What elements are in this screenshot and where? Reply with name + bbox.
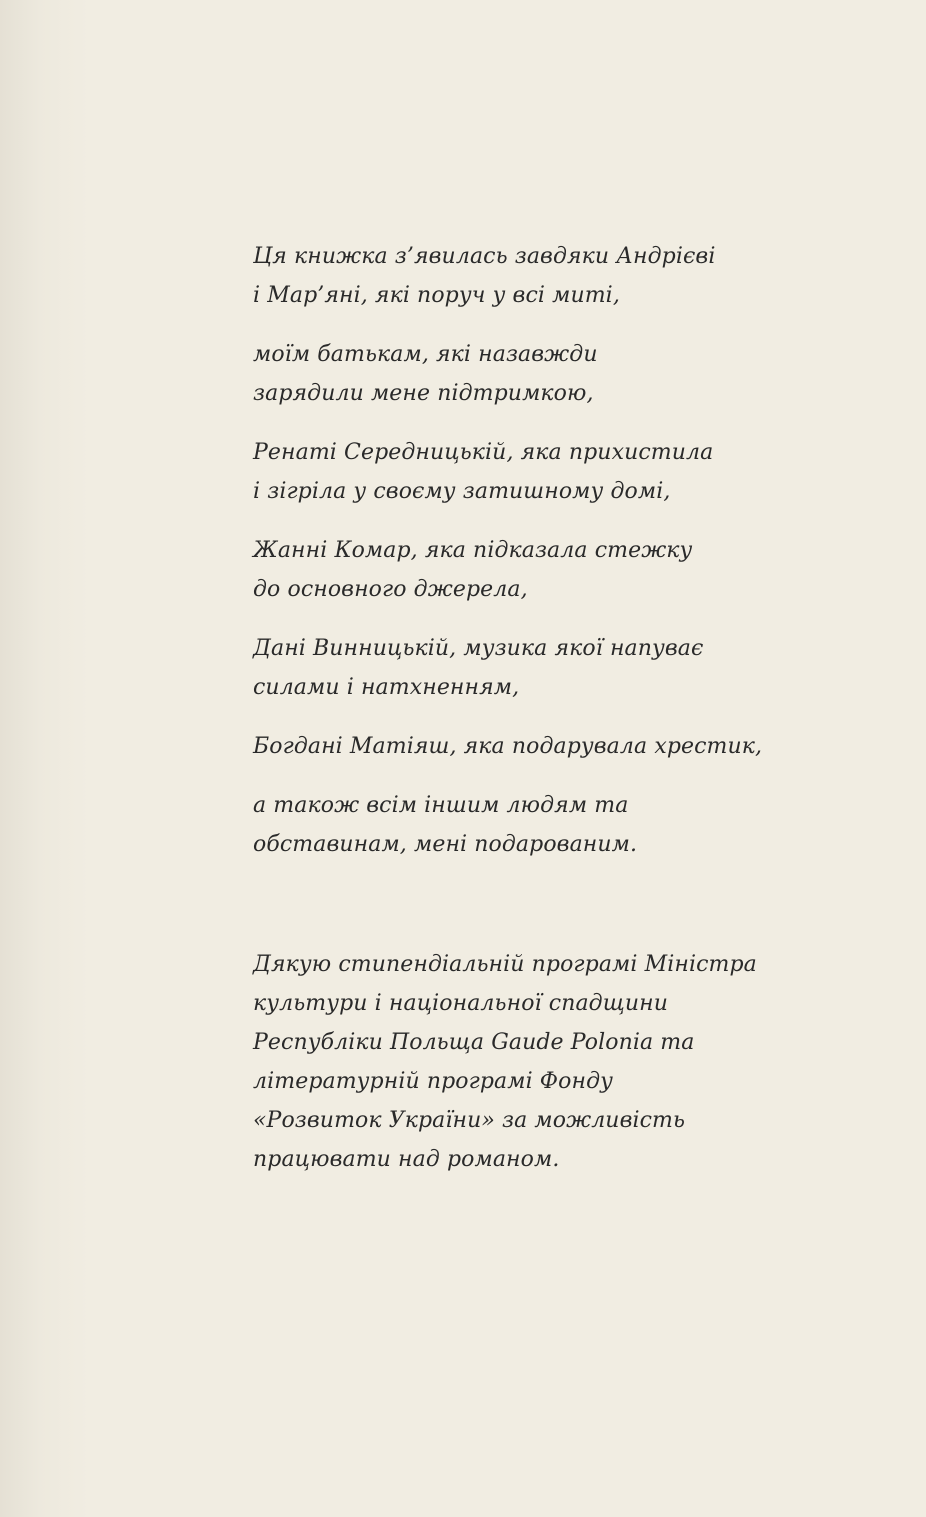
stanza-5: [253, 629, 873, 707]
stanza-6: [253, 727, 873, 766]
funding-acknowledgement: [253, 945, 873, 1179]
stanza-4: [253, 531, 873, 609]
stanza-1: [253, 237, 873, 315]
stanza-2: [253, 335, 873, 413]
stanza-line: і зігріла у своєму затишному домі,: [253, 479, 671, 504]
stanza-line: а також всім іншим людям та: [253, 793, 629, 818]
stanza-line: силами і натхненням,: [253, 675, 520, 700]
stanza-line: моїм батькам, які назавжди: [253, 342, 598, 367]
stanza-line: Дані Винницькій, музика якої напуває: [253, 636, 704, 661]
funding-line: працювати над романом.: [253, 1147, 560, 1172]
funding-line: Дякую стипендіальній програмі Міністра: [253, 952, 757, 977]
stanza-line: Богдані Матіяш, яка подарувала хрестик,: [253, 734, 763, 759]
funding-line: Республіки Польща Gaude Polonia та: [253, 1030, 695, 1055]
stanza-line: і Мар’яні, які поруч у всі миті,: [253, 283, 620, 308]
stanza-line: Ренаті Середницькій, яка прихистила: [253, 440, 714, 465]
stanza-3: [253, 433, 873, 511]
stanza-line: обставинам, мені подарованим.: [253, 832, 638, 857]
funding-line: культури і національної спадщини: [253, 991, 668, 1016]
funding-line: літературній програмі Фонду: [253, 1069, 614, 1094]
stanza-line: Жанні Комар, яка підказала стежку: [253, 538, 693, 563]
stanza-line: зарядили мене підтримкою,: [253, 381, 594, 406]
funding-line: «Розвиток України» за можливість: [253, 1108, 686, 1133]
stanza-line: Ця книжка з’явилась завдяки Андрієві: [253, 244, 716, 269]
acknowledgements: [253, 237, 873, 1199]
stanza-line: до основного джерела,: [253, 577, 528, 602]
stanza-7: [253, 786, 873, 864]
